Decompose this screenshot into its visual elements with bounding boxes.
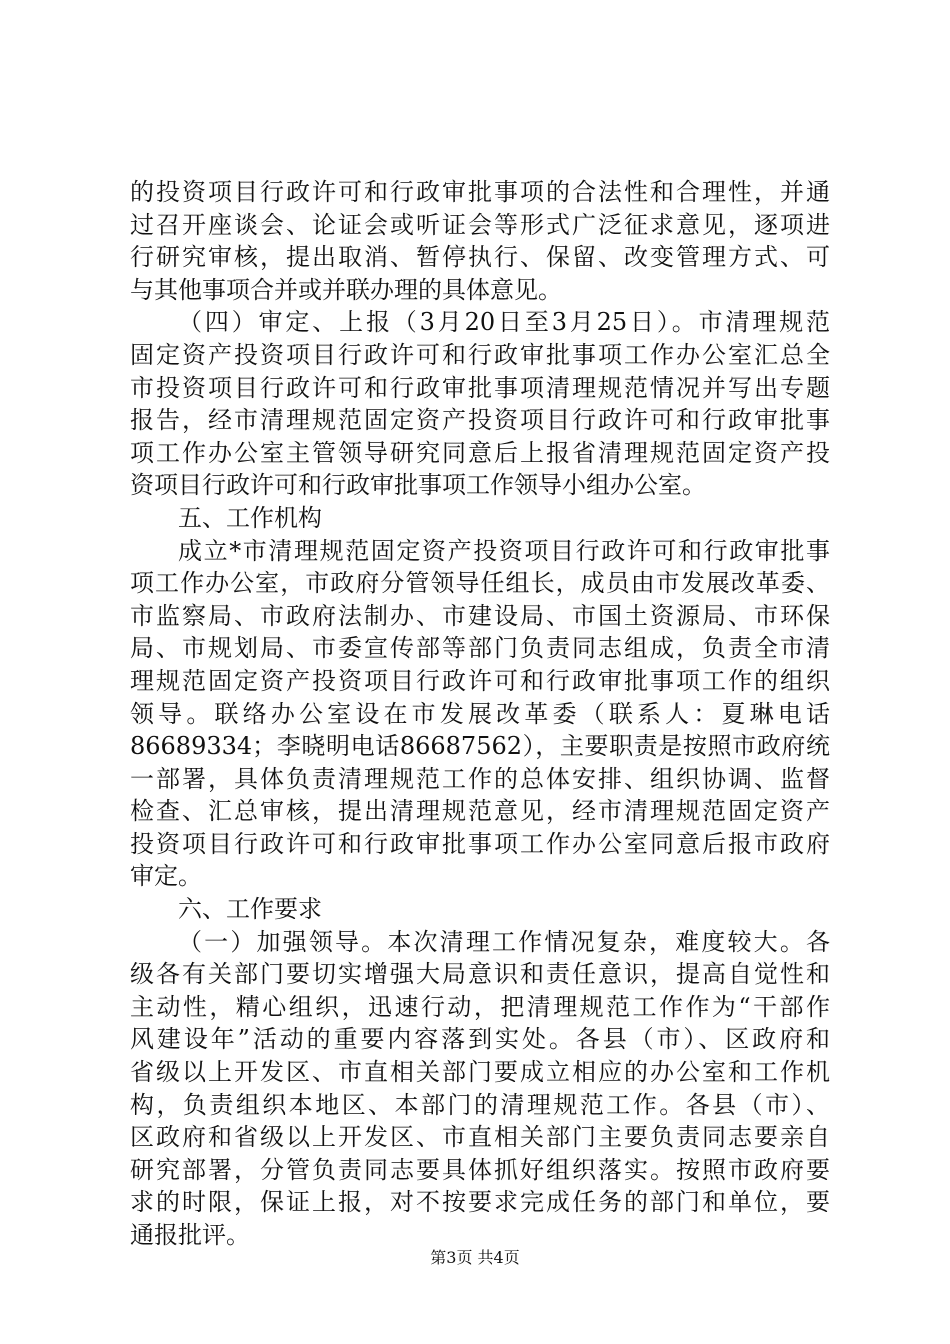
section-heading: 六、工作要求	[178, 895, 322, 924]
text-line: 检查、汇总审核，提出清理规范意见，经市清理规范固定资产	[130, 797, 830, 826]
text-line: 与其他事项合并或并联办理的具体意见。	[130, 275, 562, 304]
text-line: （一）加强领导。本次清理工作情况复杂，难度较大。各	[178, 927, 830, 956]
text-line: 项工作办公室主管领导研究同意后上报省清理规范固定资产投	[130, 438, 830, 467]
text-line: 成立*市清理规范固定资产投资项目行政许可和行政审批事	[178, 536, 830, 565]
text-line: 审定。	[130, 862, 202, 891]
text-line: 行研究审核，提出取消、暂停执行、保留、改变管理方式、可	[130, 243, 830, 272]
text-line: 通报批评。	[130, 1221, 250, 1249]
text-line: 省级以上开发区、市直相关部门要成立相应的办公室和工作机	[130, 1058, 830, 1087]
text-line: 固定资产投资项目行政许可和行政审批事项工作办公室汇总全	[130, 340, 830, 369]
text-line: 项工作办公室，市政府分管领导任组长，成员由市发展改革委、	[130, 569, 830, 598]
text-line: 一部署，具体负责清理规范工作的总体安排、组织协调、监督	[130, 764, 830, 793]
text-line: 研究部署，分管负责同志要具体抓好组织落实。按照市政府要	[130, 1155, 830, 1184]
text-line: 86689334；李晓明电话86687562），主要职责是按照市政府统	[130, 732, 830, 761]
text-line: （四）审定、上报（3月20日至3月25日）。市清理规范	[178, 308, 830, 337]
text-line: 投资项目行政许可和行政审批事项工作办公室同意后报市政府	[130, 829, 830, 858]
text-line: 过召开座谈会、论证会或听证会等形式广泛征求意见，逐项进	[130, 210, 830, 239]
body-text	[130, 176, 830, 1252]
text-line: 区政府和省级以上开发区、市直相关部门主要负责同志要亲自	[130, 1123, 830, 1152]
text-line: 风建设年”活动的重要内容落到实处。各县（市）、区政府和	[130, 1025, 830, 1054]
text-line: 市投资项目行政许可和行政审批事项清理规范情况并写出专题	[130, 373, 830, 402]
text-line: 级各有关部门要切实增强大局意识和责任意识，提高自觉性和	[130, 960, 830, 989]
text-line: 市监察局、市政府法制办、市建设局、市国土资源局、市环保	[130, 601, 830, 630]
page-footer: 第3页 共4页	[430, 1248, 520, 1267]
section-heading: 五、工作机构	[178, 503, 322, 532]
text-line: 主动性，精心组织，迅速行动，把清理规范工作作为“干部作	[130, 992, 830, 1021]
text-line: 的投资项目行政许可和行政审批事项的合法性和合理性，并通	[130, 178, 830, 206]
text-line: 局、市规划局、市委宣传部等部门负责同志组成，负责全市清	[130, 634, 830, 663]
text-line: 报告，经市清理规范固定资产投资项目行政许可和行政审批事	[130, 406, 830, 435]
text-line: 资项目行政许可和行政审批事项工作领导小组办公室。	[130, 471, 706, 500]
text-line: 领导。联络办公室设在市发展改革委（联系人：夏琳电话	[130, 699, 830, 728]
text-line: 求的时限，保证上报，对不按要求完成任务的部门和单位，要	[130, 1188, 830, 1217]
text-line: 构，负责组织本地区、本部门的清理规范工作。各县（市）、	[130, 1090, 830, 1119]
text-line: 理规范固定资产投资项目行政许可和行政审批事项工作的组织	[130, 666, 830, 695]
